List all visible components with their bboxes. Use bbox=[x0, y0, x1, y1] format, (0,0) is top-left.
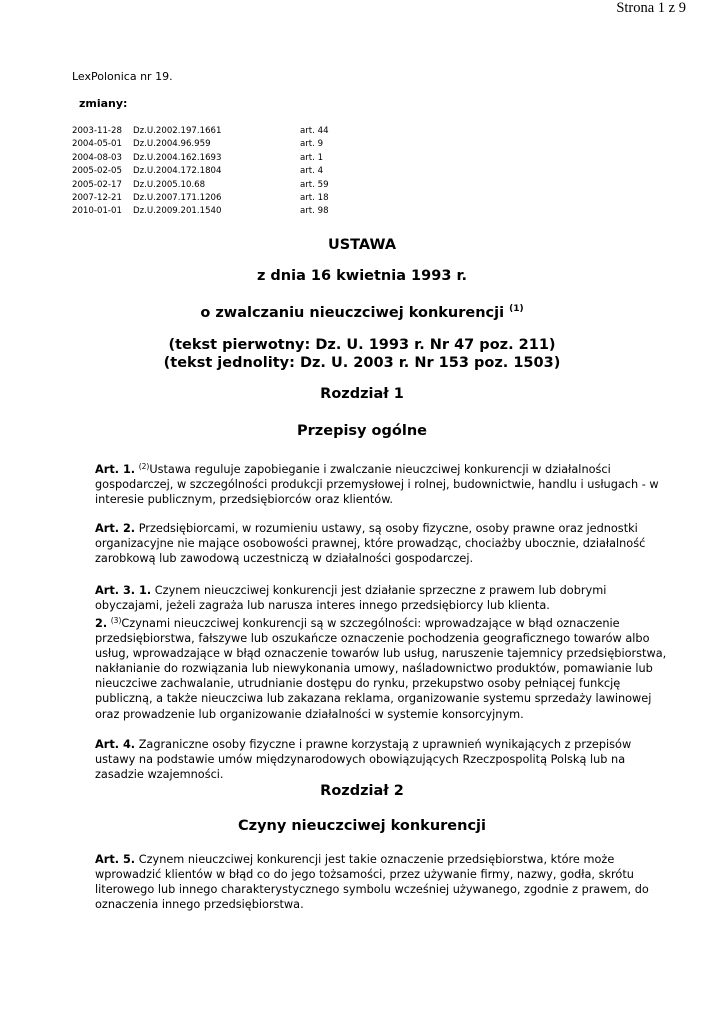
article-label: Art. 3. 1. bbox=[95, 584, 152, 597]
change-reference: Dz.U.2009.201.1540 bbox=[133, 206, 222, 217]
change-reference: Dz.U.2004.96.959 bbox=[133, 139, 211, 150]
footnote-ref: (3) bbox=[110, 616, 122, 625]
article-text: Ustawa reguluje zapobieganie i zwalczanie nieuczciwej konkurencji w działalności gospodarczej, w szczególności produkcji przemysłowej i rolnej, budownictwie, handlu i usługach - w interesie publicznym, przedsiębiorców oraz klientów. bbox=[95, 463, 659, 507]
act-subject-text: o zwalczaniu nieuczciwej konkurencji bbox=[200, 305, 505, 321]
change-date: 2003-11-28 bbox=[72, 126, 122, 136]
change-reference: Dz.U.2005.10.68 bbox=[133, 179, 206, 190]
change-row bbox=[72, 125, 329, 138]
footnote-ref: (1) bbox=[509, 304, 524, 314]
change-row bbox=[72, 192, 329, 205]
change-article: art. 1 bbox=[300, 152, 324, 163]
article-text: Czynem nieuczciwej konkurencji jest działanie sprzeczne z prawem lub dobrymi obyczajami, jeżeli zagraża lub narusza interes innego przedsiębiorcy lub klienta. bbox=[95, 584, 607, 613]
change-date: 2005-02-17 bbox=[72, 179, 122, 190]
change-reference: Dz.U.2004.172.1804 bbox=[133, 166, 222, 177]
article-5 bbox=[72, 852, 675, 912]
change-reference: Dz.U.2004.162.1693 bbox=[133, 152, 222, 163]
change-row bbox=[72, 205, 329, 218]
chapter-1-label: Rozdział 1 bbox=[320, 386, 404, 402]
change-row bbox=[72, 165, 329, 178]
change-date: 2005-02-05 bbox=[72, 166, 122, 177]
changes-list bbox=[72, 125, 329, 219]
consolidated-text-ref: (tekst jednolity: Dz. U. 2003 r. Nr 153 poz. 1503) bbox=[163, 355, 561, 371]
change-article: art. 59 bbox=[300, 179, 329, 190]
footnote-ref: (2) bbox=[138, 462, 150, 471]
act-date: z dnia 16 kwietnia 1993 r. bbox=[256, 268, 468, 284]
page-number: Strona 1 z 9 bbox=[616, 0, 686, 16]
act-title: USTAWA bbox=[327, 237, 397, 253]
change-article: art. 9 bbox=[300, 139, 324, 150]
change-row bbox=[72, 152, 329, 165]
article-label: Art. 4. bbox=[95, 738, 136, 751]
change-date: 2010-01-01 bbox=[72, 206, 122, 217]
change-article: art. 18 bbox=[300, 193, 329, 204]
chapter-2-name: Czyny nieuczciwej konkurencji bbox=[237, 818, 486, 834]
change-date: 2004-05-01 bbox=[72, 139, 122, 150]
change-article: art. 4 bbox=[300, 166, 324, 177]
article-label: Art. 5. bbox=[95, 853, 136, 866]
change-row bbox=[72, 179, 329, 192]
original-text-ref: (tekst pierwotny: Dz. U. 1993 r. Nr 47 poz. 211) bbox=[168, 337, 556, 353]
source-label: LexPolonica nr 19. bbox=[72, 70, 173, 83]
article-3-paragraph-1 bbox=[72, 583, 675, 613]
article-text: Czynami nieuczciwej konkurencji są w szczególności: wprowadzające w błąd oznaczenie przedsiębiorstwa, fałszywe lub oszukańcze oznaczenie pochodzenia geograficznego towarów albo usług, wprowadzające w błąd oznaczenie towarów lub usług, naruszenie tajemnicy przedsiębiorstwa, nakłanianie do rozwiązania lub niewykonania umowy, naśladownictwo produktów, pomawianie lub nieuczciwe zachwalanie, utrudnianie dostępu do rynku, przekupstwo osoby pełniącej funkcję publiczną, a także nieuczciwa lub zakazana reklama, organizowanie systemu sprzedaży lawinowej oraz prowadzenie lub organizowanie działalności w systemie konsorcyjnym. bbox=[95, 617, 667, 721]
article-label: Art. 2. bbox=[95, 522, 136, 535]
paragraph-label: 2. bbox=[95, 617, 108, 630]
change-article: art. 98 bbox=[300, 206, 329, 217]
changes-heading: zmiany: bbox=[79, 97, 128, 110]
article-text: Zagraniczne osoby fizyczne i prawne korzystają z uprawnień wynikających z przepisów ustawy na podstawie umów międzynarodowych obowiązujących Rzeczpospolitą Polską lub na zasadzie wzajemności. bbox=[95, 738, 632, 782]
change-date: 2004-08-03 bbox=[72, 152, 122, 163]
change-row bbox=[72, 138, 329, 151]
article-2 bbox=[72, 521, 675, 566]
act-subject bbox=[0, 304, 724, 321]
change-article: art. 44 bbox=[300, 126, 329, 136]
article-3-paragraph-2 bbox=[72, 613, 675, 722]
change-reference: Dz.U.2002.197.1661 bbox=[133, 126, 222, 136]
article-1 bbox=[72, 459, 675, 507]
article-label: Art. 1. bbox=[95, 463, 136, 476]
chapter-1-name: Przepisy ogólne bbox=[297, 423, 427, 439]
article-text: Przedsiębiorcami, w rozumieniu ustawy, są osoby fizyczne, osoby prawne oraz jednostki organizacyjne nie mające osobowości prawnej, które prowadząc, chociażby ubocznie, działalność zarobkową lub zawodową uczestniczą w działalności gospodarczej. bbox=[95, 522, 646, 566]
article-4 bbox=[72, 737, 675, 782]
chapter-2-label: Rozdział 2 bbox=[320, 783, 404, 799]
article-text: Czynem nieuczciwej konkurencji jest takie oznaczenie przedsiębiorstwa, które może wprowadzić klientów w błąd co do jego tożsamości, przez używanie firmy, nazwy, godła, skrótu literowego lub innego charakterystycznego symbolu wcześniej używanego, zgodnie z prawem, do oznaczenia innego przedsiębiorstwa. bbox=[95, 853, 649, 912]
change-date: 2007-12-21 bbox=[72, 193, 122, 204]
change-reference: Dz.U.2007.171.1206 bbox=[133, 193, 222, 204]
